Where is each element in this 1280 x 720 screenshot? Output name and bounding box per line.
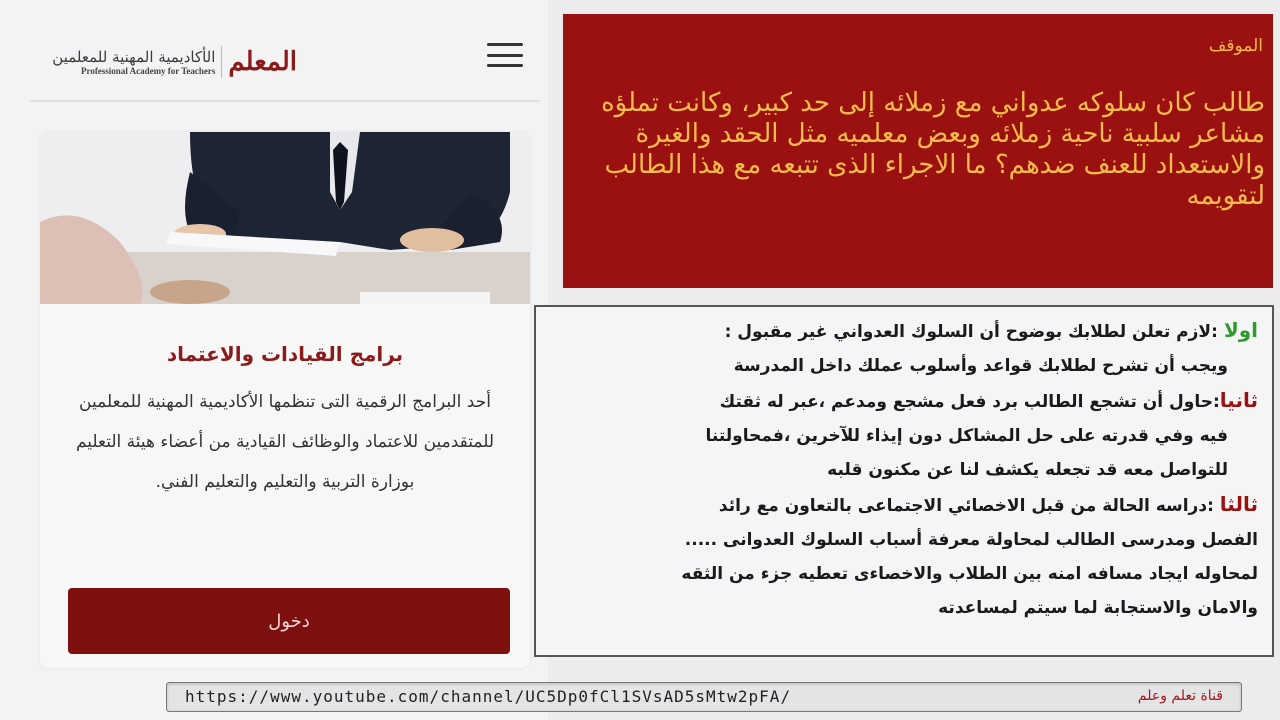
logo-text [42,48,215,76]
site-header [30,20,540,102]
answer-second-line-2: فيه وفي قدرته على حل المشاكل دون إيذاء للآخرين ،فمحاولتنا [705,426,1228,446]
login-button[interactable]: دخول [68,588,510,654]
channel-url-bar [166,682,1242,712]
site-logo[interactable] [42,40,297,84]
answer-box [534,305,1274,657]
answer-third-line [550,487,1258,523]
program-card [40,132,530,668]
first-label: اولا [1223,318,1258,342]
program-title: برامج القيادات والاعتماد [166,342,404,366]
scenario-text: طالب كان سلوكه عدواني مع زملائه إلى حد كبير، وكانت تملؤه مشاعر سلبية ناحية زملائه وبعض معلميه مثل الحقد والغيرة والاستعداد للعنف ضدهم؟ ما الاجراء الذى تتبعه مع هذا الطالب لتقويمه [601,88,1265,211]
logo-divider [221,46,222,78]
answer-second-line [550,383,1258,419]
logo-english-name: Professional Academy for Teachers [80,66,216,76]
third-label: ثالثا [1219,492,1258,516]
answer-first-line-2: ويجب أن تشرح لطلابك قواعد وأسلوب عملك داخل المدرسة [733,356,1228,376]
answer-second-line-3: للتواصل معه قد تجعله يكشف لنا عن مكنون قلبه [827,460,1228,480]
scenario-box [563,14,1273,288]
logo-arabic-name: الأكاديمية المهنية للمعلمين [52,48,216,66]
second-text: :حاول أن تشجع الطالب برد فعل مشجع ومدعم ،عبر له ثقتك [719,392,1220,412]
third-text: :دراسه الحالة من قبل الاخصائي الاجتماعى بالتعاون مع رائد [718,496,1220,516]
business-meeting-image [40,132,530,304]
second-label: ثانيا [1219,388,1258,412]
program-description: أحد البرامج الرقمية التى تنظمها الأكاديمية المهنية للمعلمين للمتقدمين للاعتماد والوظائف القيادية من أعضاء هيئة التعليم بوزارة التربية والتعليم والتعليم الفني. [75,392,495,492]
answer-first-line [550,313,1258,349]
channel-url[interactable]: https://www.youtube.com/channel/UC5Dp0fCl1SVsAD5sMtw2pFA/ [185,687,792,706]
hamburger-menu-icon[interactable] [485,40,525,70]
answer-third-line-2: الفصل ومدرسى الطالب لمحاولة معرفة أسباب السلوك العدوانى ..... [684,530,1258,550]
answer-third-line-3: لمحاوله ايجاد مسافه امنه بين الطلاب والاخصاءى تعطيه جزء من الثقه [681,564,1258,584]
logo-mark: المعلم [228,47,297,77]
program-photo [40,132,530,304]
answer-third-line-4: والامان والاستجابة لما سيتم لمساعدته [938,598,1258,618]
channel-name: قناة تعلم وعلم [1137,688,1223,704]
left-panel [0,0,548,720]
first-text: :لازم تعلن لطلابك بوضوح أن السلوك العدواني غير مقبول : [724,322,1224,342]
program-card-body [40,304,530,502]
scenario-label: الموقف [1208,36,1263,56]
